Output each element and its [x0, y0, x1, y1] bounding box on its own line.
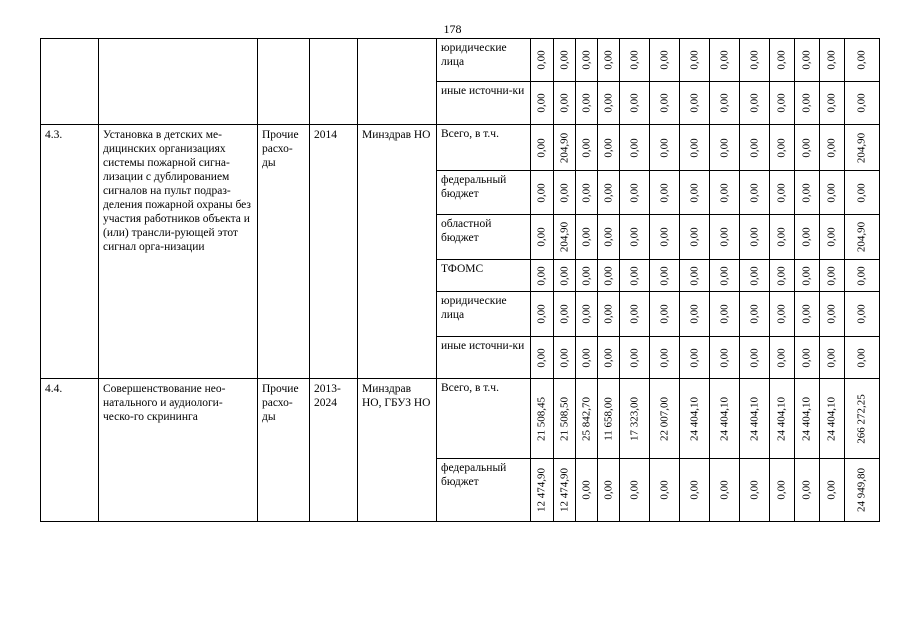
amount-cell: [680, 379, 710, 459]
amount-value: 0,00: [558, 304, 570, 324]
amount-cell: [576, 125, 598, 171]
amount-value: 0,00: [825, 265, 838, 286]
amount-cell: [598, 125, 620, 171]
amount-cell: [620, 171, 650, 215]
amount-value: 0,00: [558, 182, 570, 203]
amount-value: 0,00: [775, 137, 788, 158]
amount-value: 0,00: [602, 93, 614, 113]
amount-cell: [795, 260, 820, 292]
table-row: [41, 125, 880, 171]
funding-source: иные источни-ки: [437, 337, 531, 379]
amount-value: 0,00: [825, 347, 838, 368]
amount-cell: [554, 215, 576, 260]
block-4-3-expense-type: Прочие расхо-ды: [258, 125, 310, 379]
amount-value: 11 658,00: [602, 396, 614, 441]
amount-cell: [680, 337, 710, 379]
amount-value: 0,00: [748, 93, 760, 113]
amount-cell: [710, 379, 740, 459]
amount-value: 0,00: [775, 480, 788, 500]
amount-cell: [598, 215, 620, 260]
amount-cell: [820, 215, 845, 260]
amount-cell: [770, 260, 795, 292]
amount-cell: [554, 260, 576, 292]
amount-value: 0,00: [800, 182, 813, 203]
amount-cell: [740, 260, 770, 292]
amount-cell: [845, 459, 880, 522]
amount-cell: [554, 39, 576, 82]
amount-cell: [770, 171, 795, 215]
block-4-4-item-code: 4.4.: [41, 379, 99, 522]
amount-cell: [620, 260, 650, 292]
amount-cell: [650, 260, 680, 292]
amount-value: 0,00: [800, 265, 813, 286]
amount-value: 0,00: [775, 265, 788, 286]
amount-cell: [554, 337, 576, 379]
amount-cell: [680, 125, 710, 171]
amount-cell: [710, 292, 740, 337]
amount-cell: [845, 82, 880, 125]
amount-cell: [770, 82, 795, 125]
amount-cell: [795, 459, 820, 522]
table-row: [41, 379, 880, 459]
amount-value: 0,00: [718, 182, 730, 203]
amount-value: 25 842,70: [580, 396, 592, 441]
amount-cell: [576, 82, 598, 125]
block-4-3-implementation-years: 2014: [310, 125, 358, 379]
amount-cell: [740, 39, 770, 82]
amount-cell: [576, 260, 598, 292]
amount-value: 24 404,10: [825, 396, 838, 441]
amount-cell: [598, 292, 620, 337]
amount-cell: [820, 82, 845, 125]
amount-value: 0,00: [855, 182, 868, 203]
amount-value: 0,00: [658, 137, 670, 158]
amount-cell: [770, 292, 795, 337]
amount-value: 0,00: [775, 182, 788, 203]
amount-value: 0,00: [688, 182, 700, 203]
amount-cell: [710, 125, 740, 171]
amount-cell: [680, 459, 710, 522]
funding-source: Всего, в т.ч.: [437, 379, 531, 459]
amount-value: 0,00: [688, 304, 700, 324]
amount-cell: [576, 379, 598, 459]
amount-value: 0,00: [688, 137, 700, 158]
amount-value: 0,00: [628, 50, 640, 70]
funding-source: федеральный бюджет: [437, 171, 531, 215]
amount-cell: [650, 459, 680, 522]
amount-cell: [650, 292, 680, 337]
amount-value: 0,00: [580, 480, 592, 500]
amount-cell: [598, 260, 620, 292]
amount-value: 0,00: [688, 480, 700, 500]
amount-cell: [554, 459, 576, 522]
amount-value: 0,00: [748, 480, 760, 500]
amount-cell: [531, 215, 554, 260]
amount-cell: [770, 125, 795, 171]
amount-value: 0,00: [580, 227, 592, 247]
amount-value: 0,00: [775, 227, 788, 247]
amount-cell: [554, 379, 576, 459]
amount-cell: [845, 215, 880, 260]
amount-cell: [710, 82, 740, 125]
amount-value: 204,90: [558, 221, 570, 253]
amount-cell: [795, 337, 820, 379]
amount-value: 24 404,10: [775, 396, 788, 441]
block-4-3-executor: Минздрав НО: [358, 125, 437, 379]
amount-value: 0,00: [580, 137, 592, 158]
amount-cell: [531, 379, 554, 459]
amount-cell: [710, 171, 740, 215]
amount-cell: [680, 292, 710, 337]
amount-value: 0,00: [535, 93, 548, 113]
amount-value: 0,00: [718, 137, 730, 158]
amount-value: 0,00: [535, 182, 548, 203]
amount-cell: [740, 82, 770, 125]
amount-cell: [820, 171, 845, 215]
amount-value: 0,00: [602, 265, 614, 286]
amount-cell: [795, 171, 820, 215]
amount-cell: [531, 459, 554, 522]
amount-value: 0,00: [748, 182, 760, 203]
amount-value: 0,00: [602, 480, 614, 500]
amount-value: 204,90: [558, 132, 570, 163]
amount-cell: [680, 260, 710, 292]
amount-cell: [795, 215, 820, 260]
amount-cell: [740, 215, 770, 260]
amount-cell: [710, 39, 740, 82]
amount-cell: [740, 459, 770, 522]
amount-value: 0,00: [800, 227, 813, 247]
amount-value: 0,00: [688, 347, 700, 368]
amount-cell: [531, 260, 554, 292]
amount-value: 0,00: [658, 182, 670, 203]
amount-value: 0,00: [658, 347, 670, 368]
amount-cell: [740, 125, 770, 171]
amount-cell: [820, 379, 845, 459]
amount-value: 0,00: [800, 480, 813, 500]
amount-cell: [620, 215, 650, 260]
amount-value: 0,00: [718, 227, 730, 247]
amount-value: 0,00: [855, 50, 868, 70]
amount-cell: [598, 171, 620, 215]
block-continued-item-code: [41, 39, 99, 125]
amount-value: 0,00: [535, 227, 548, 247]
amount-cell: [554, 171, 576, 215]
block-4-4-executor: Минздрав НО, ГБУЗ НО: [358, 379, 437, 522]
amount-value: 0,00: [718, 480, 730, 500]
amount-value: 0,00: [628, 137, 640, 158]
amount-value: 22 007,00: [658, 396, 670, 441]
amount-value: 17 323,00: [628, 396, 640, 441]
amount-value: 0,00: [628, 227, 640, 247]
amount-value: 0,00: [658, 480, 670, 500]
amount-cell: [820, 337, 845, 379]
amount-value: 24 404,10: [800, 396, 813, 441]
amount-cell: [820, 39, 845, 82]
block-4-4-item-name: Совершенствование нео-натального и аудиологи-ческо-го скрининга: [99, 379, 258, 522]
amount-value: 0,00: [658, 93, 670, 113]
amount-cell: [598, 459, 620, 522]
amount-value: 0,00: [748, 347, 760, 368]
amount-cell: [576, 292, 598, 337]
amount-value: 0,00: [775, 93, 788, 113]
amount-value: 0,00: [825, 50, 838, 70]
block-4-4-implementation-years: 2013-2024: [310, 379, 358, 522]
amount-value: 0,00: [558, 265, 570, 286]
amount-value: 0,00: [580, 93, 592, 113]
amount-cell: [598, 337, 620, 379]
amount-cell: [531, 171, 554, 215]
amount-value: 0,00: [580, 182, 592, 203]
amount-cell: [620, 82, 650, 125]
amount-value: 0,00: [825, 227, 838, 247]
funding-source: юридические лица: [437, 39, 531, 82]
amount-value: 0,00: [580, 347, 592, 368]
amount-cell: [770, 459, 795, 522]
amount-value: 0,00: [748, 227, 760, 247]
amount-cell: [845, 292, 880, 337]
amount-value: 24 404,10: [748, 396, 760, 441]
amount-cell: [576, 459, 598, 522]
amount-cell: [845, 337, 880, 379]
amount-cell: [576, 337, 598, 379]
block-4-4-expense-type: Прочие расхо-ды: [258, 379, 310, 522]
amount-value: 204,90: [855, 221, 868, 253]
amount-value: 0,00: [658, 265, 670, 286]
amount-value: 266 272,25: [855, 393, 868, 444]
amount-value: 204,90: [855, 132, 868, 163]
amount-cell: [795, 292, 820, 337]
amount-cell: [740, 292, 770, 337]
amount-cell: [531, 292, 554, 337]
amount-cell: [770, 215, 795, 260]
amount-cell: [531, 39, 554, 82]
amount-cell: [554, 82, 576, 125]
amount-value: 0,00: [535, 347, 548, 368]
amount-cell: [795, 379, 820, 459]
amount-value: 0,00: [800, 93, 813, 113]
amount-value: 0,00: [628, 93, 640, 113]
amount-value: 0,00: [825, 93, 838, 113]
block-4-3-item-code: 4.3.: [41, 125, 99, 379]
amount-value: 0,00: [628, 347, 640, 368]
amount-value: 0,00: [775, 304, 788, 324]
amount-value: 21 508,50: [558, 396, 570, 441]
amount-value: 21 508,45: [535, 396, 548, 441]
amount-cell: [598, 379, 620, 459]
amount-value: 0,00: [558, 50, 570, 70]
amount-cell: [650, 39, 680, 82]
amount-value: 0,00: [718, 93, 730, 113]
amount-value: 0,00: [748, 265, 760, 286]
funding-source: федеральный бюджет: [437, 459, 531, 522]
amount-cell: [554, 292, 576, 337]
budget-table: [40, 38, 880, 522]
amount-cell: [845, 260, 880, 292]
amount-cell: [770, 379, 795, 459]
amount-cell: [650, 125, 680, 171]
block-continued-executor: [358, 39, 437, 125]
amount-value: 0,00: [628, 182, 640, 203]
amount-cell: [710, 260, 740, 292]
amount-cell: [650, 337, 680, 379]
amount-value: 0,00: [602, 227, 614, 247]
amount-value: 0,00: [800, 137, 813, 158]
amount-cell: [680, 215, 710, 260]
amount-value: 0,00: [855, 265, 868, 286]
amount-value: 0,00: [748, 304, 760, 324]
amount-value: 0,00: [602, 50, 614, 70]
amount-cell: [820, 125, 845, 171]
amount-value: 12 474,90: [558, 468, 570, 512]
amount-cell: [531, 125, 554, 171]
amount-cell: [554, 125, 576, 171]
amount-cell: [650, 379, 680, 459]
amount-cell: [740, 379, 770, 459]
amount-cell: [740, 171, 770, 215]
amount-value: 0,00: [718, 347, 730, 368]
amount-cell: [795, 39, 820, 82]
amount-cell: [620, 379, 650, 459]
block-4-3-item-name: Установка в детских ме-дицинских организациях системы пожарной сигна-лизации с дублированием сигналов на пульт подраз-деления пожарной охраны без участия работников объекта и (или) трансли-рующей этот сигнал орга-низации: [99, 125, 258, 379]
amount-value: 0,00: [748, 137, 760, 158]
amount-value: 0,00: [535, 304, 548, 324]
amount-value: 0,00: [602, 304, 614, 324]
amount-cell: [710, 459, 740, 522]
block-continued-expense-type: [258, 39, 310, 125]
amount-value: 0,00: [580, 50, 592, 70]
amount-value: 0,00: [658, 227, 670, 247]
amount-value: 0,00: [825, 137, 838, 158]
amount-cell: [680, 82, 710, 125]
amount-cell: [795, 125, 820, 171]
amount-value: 0,00: [688, 265, 700, 286]
amount-cell: [845, 125, 880, 171]
amount-value: 0,00: [775, 50, 788, 70]
amount-cell: [650, 171, 680, 215]
amount-cell: [770, 337, 795, 379]
amount-value: 0,00: [535, 265, 548, 286]
amount-cell: [770, 39, 795, 82]
amount-value: 0,00: [602, 182, 614, 203]
amount-value: 0,00: [658, 50, 670, 70]
amount-value: 0,00: [718, 304, 730, 324]
amount-value: 24 404,10: [688, 396, 700, 441]
amount-cell: [650, 215, 680, 260]
amount-cell: [845, 379, 880, 459]
amount-cell: [598, 39, 620, 82]
amount-value: 0,00: [718, 50, 730, 70]
amount-cell: [531, 82, 554, 125]
funding-source: областной бюджет: [437, 215, 531, 260]
amount-cell: [710, 337, 740, 379]
amount-cell: [680, 39, 710, 82]
table-row: [41, 39, 880, 82]
amount-cell: [531, 337, 554, 379]
amount-value: 0,00: [535, 137, 548, 158]
amount-value: 0,00: [825, 480, 838, 500]
amount-value: 0,00: [688, 227, 700, 247]
amount-cell: [620, 459, 650, 522]
amount-value: 0,00: [602, 137, 614, 158]
funding-source: Всего, в т.ч.: [437, 125, 531, 171]
amount-cell: [620, 125, 650, 171]
amount-value: 0,00: [602, 347, 614, 368]
amount-value: 0,00: [658, 304, 670, 324]
amount-value: 0,00: [800, 50, 813, 70]
amount-value: 0,00: [855, 93, 868, 113]
amount-cell: [740, 337, 770, 379]
amount-cell: [620, 292, 650, 337]
amount-value: 0,00: [535, 50, 548, 70]
amount-cell: [576, 39, 598, 82]
amount-value: 0,00: [748, 50, 760, 70]
amount-value: 0,00: [825, 182, 838, 203]
amount-value: 0,00: [558, 93, 570, 113]
amount-value: 0,00: [800, 304, 813, 324]
amount-value: 0,00: [718, 265, 730, 286]
amount-value: 0,00: [580, 265, 592, 286]
page-number: 178: [443, 22, 462, 36]
amount-value: 0,00: [855, 304, 868, 324]
amount-value: 0,00: [688, 50, 700, 70]
amount-cell: [650, 82, 680, 125]
amount-value: 0,00: [855, 347, 868, 368]
amount-cell: [680, 171, 710, 215]
amount-cell: [820, 260, 845, 292]
amount-value: 0,00: [628, 480, 640, 500]
funding-source: иные источни-ки: [437, 82, 531, 125]
block-continued-item-name: [99, 39, 258, 125]
amount-cell: [620, 39, 650, 82]
amount-value: 0,00: [628, 265, 640, 286]
funding-source: юридические лица: [437, 292, 531, 337]
funding-source: ТФОМС: [437, 260, 531, 292]
amount-value: 12 474,90: [535, 468, 548, 512]
amount-cell: [820, 459, 845, 522]
amount-cell: [576, 215, 598, 260]
amount-value: 0,00: [825, 304, 838, 324]
amount-cell: [845, 39, 880, 82]
amount-value: 24 404,10: [718, 396, 730, 441]
amount-value: 0,00: [580, 304, 592, 324]
amount-value: 0,00: [775, 347, 788, 368]
amount-value: 0,00: [688, 93, 700, 113]
amount-cell: [795, 82, 820, 125]
amount-value: 0,00: [558, 347, 570, 368]
amount-value: 24 949,80: [855, 468, 868, 512]
amount-value: 0,00: [800, 347, 813, 368]
amount-cell: [620, 337, 650, 379]
amount-cell: [576, 171, 598, 215]
block-continued-implementation-years: [310, 39, 358, 125]
amount-cell: [845, 171, 880, 215]
amount-value: 0,00: [628, 304, 640, 324]
amount-cell: [710, 215, 740, 260]
amount-cell: [598, 82, 620, 125]
amount-cell: [820, 292, 845, 337]
